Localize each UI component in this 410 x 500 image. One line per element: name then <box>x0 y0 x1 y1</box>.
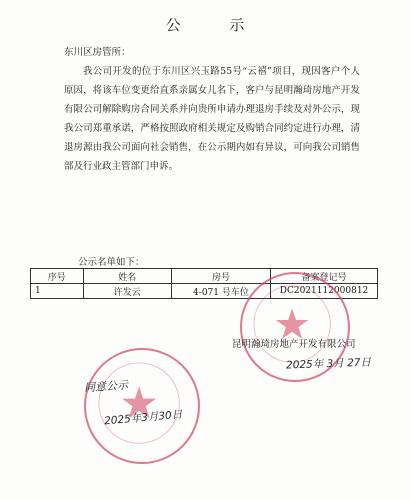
notice-title: 公 示 <box>165 16 267 34</box>
table-header-cell: 房号 <box>171 269 270 284</box>
housing-bureau-seal-icon <box>84 348 200 464</box>
table-header-cell: 序号 <box>31 269 84 284</box>
table-cell-room: 4-071 号车位 <box>171 284 270 299</box>
table-cell-registration: DC2021112000812 <box>271 284 378 299</box>
notice-body: 我公司开发的位于东川区兴玉路55号“云禧”项目，现因客户个人原因，将该车位变更给直系亲属女儿名下，客户与昆明瀚琦房地产开发有限公司解除购房合同关系并向贵所申请办理退房手续及对外公示，现我公司郑重承诺，严格按照政府相关规定及购销合同约定进行办理，清退房源由我公司面向社会销售，在公示期内如有异议，可向我公司销售部及行业政主管部门申诉。 <box>64 66 360 172</box>
table-header-cell: 姓名 <box>83 269 171 284</box>
bureau-approval-note: 同意公示 <box>83 378 129 395</box>
addressee: 东川区房管所： <box>64 47 131 58</box>
table-cell-name: 许发云 <box>83 284 171 299</box>
table-header-cell: 备案登记号 <box>271 269 378 284</box>
bureau-approval-date: 2025年3月30日 <box>103 408 183 428</box>
table-cell-index: 1 <box>31 284 84 299</box>
company-name: 昆明瀚琦房地产开发有限公司 <box>232 339 356 350</box>
list-caption: 公示名单如下： <box>78 257 145 268</box>
company-date: 2025年 3月 27日 <box>285 356 372 372</box>
